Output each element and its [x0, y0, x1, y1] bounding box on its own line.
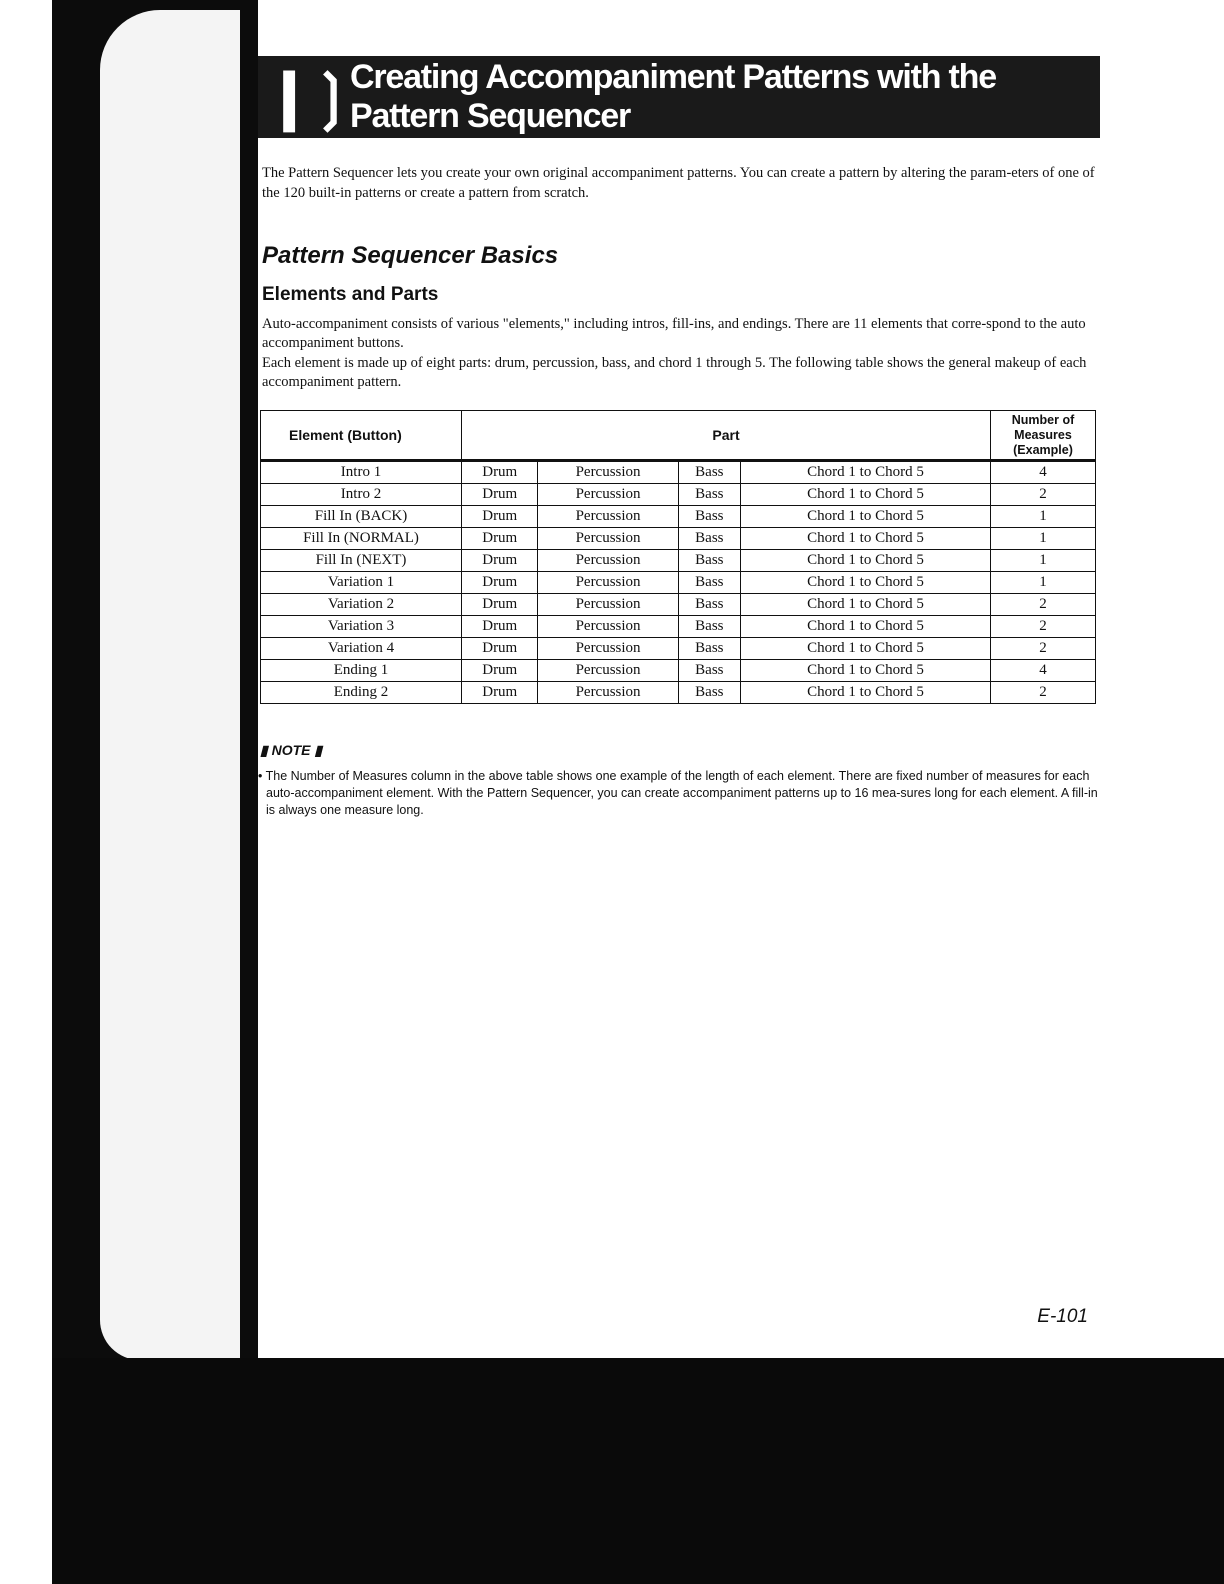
cell-element: Intro 2 — [261, 484, 462, 506]
note-heading-label: NOTE — [271, 742, 311, 758]
column-header-part: Part — [462, 411, 991, 461]
page-title: Creating Accompaniment Patterns with the Pattern Sequencer — [350, 58, 996, 135]
cell-element: Variation 1 — [261, 572, 462, 594]
cell-drum: Drum — [462, 461, 538, 484]
elements-paragraph: Auto-accompaniment consists of various "elements," including intros, fill-ins, and endings. There are 11 elements that corre-spond to the auto accompaniment buttons. — [262, 316, 1086, 351]
cell-bass: Bass — [678, 484, 740, 506]
cell-percussion: Percussion — [538, 484, 678, 506]
table-row — [261, 616, 1096, 638]
cell-bass: Bass — [678, 682, 740, 704]
cell-element: Variation 2 — [261, 594, 462, 616]
cell-percussion: Percussion — [538, 682, 678, 704]
cell-element: Fill In (BACK) — [261, 506, 462, 528]
cell-element: Fill In (NORMAL) — [261, 528, 462, 550]
left-margin — [0, 0, 56, 1584]
cell-measures: 2 — [991, 594, 1096, 616]
title-banner — [258, 56, 1100, 138]
cell-measures: 2 — [991, 638, 1096, 660]
table-row — [261, 682, 1096, 704]
cell-bass: Bass — [678, 506, 740, 528]
cell-measures: 1 — [991, 506, 1096, 528]
cell-drum: Drum — [462, 528, 538, 550]
cell-percussion: Percussion — [538, 506, 678, 528]
column-header-element: Element (Button) — [261, 411, 462, 461]
cell-bass: Bass — [678, 572, 740, 594]
cell-percussion: Percussion — [538, 638, 678, 660]
parts-paragraph: Each element is made up of eight parts: drum, percussion, bass, and chord 1 through 5. The following table shows the general makeup of each accompaniment pattern. — [262, 355, 1087, 390]
cell-measures: 2 — [991, 484, 1096, 506]
cell-element: Variation 3 — [261, 616, 462, 638]
cell-percussion: Percussion — [538, 461, 678, 484]
cell-measures: 1 — [991, 572, 1096, 594]
cell-bass: Bass — [678, 616, 740, 638]
cell-percussion: Percussion — [538, 594, 678, 616]
scan-bottom-shadow — [52, 1358, 1224, 1584]
cell-measures: 1 — [991, 550, 1096, 572]
cell-percussion: Percussion — [538, 616, 678, 638]
table-row — [261, 461, 1096, 484]
cell-drum: Drum — [462, 550, 538, 572]
cell-chord: Chord 1 to Chord 5 — [741, 506, 991, 528]
cell-bass: Bass — [678, 550, 740, 572]
cell-chord: Chord 1 to Chord 5 — [741, 572, 991, 594]
cell-element: Ending 2 — [261, 682, 462, 704]
cell-measures: 1 — [991, 528, 1096, 550]
cell-drum: Drum — [462, 660, 538, 682]
table-row — [261, 506, 1096, 528]
cell-chord: Chord 1 to Chord 5 — [741, 682, 991, 704]
cell-element: Ending 1 — [261, 660, 462, 682]
cell-bass: Bass — [678, 660, 740, 682]
cell-drum: Drum — [462, 572, 538, 594]
cell-bass: Bass — [678, 461, 740, 484]
cell-drum: Drum — [462, 484, 538, 506]
table-row — [261, 528, 1096, 550]
cell-percussion: Percussion — [538, 550, 678, 572]
facing-page-edge — [100, 10, 240, 1360]
cell-measures: 2 — [991, 616, 1096, 638]
cell-bass: Bass — [678, 594, 740, 616]
pattern-table — [260, 410, 1096, 704]
table-row — [261, 572, 1096, 594]
cell-element: Intro 1 — [261, 461, 462, 484]
cell-chord: Chord 1 to Chord 5 — [741, 550, 991, 572]
cell-drum: Drum — [462, 638, 538, 660]
manual-page — [258, 0, 1224, 1358]
cell-chord: Chord 1 to Chord 5 — [741, 638, 991, 660]
table-header-row — [261, 411, 1096, 461]
cell-percussion: Percussion — [538, 528, 678, 550]
section-heading: Pattern Sequencer Basics — [262, 242, 559, 269]
section-marker-icon: ❙❳ — [264, 63, 349, 130]
cell-chord: Chord 1 to Chord 5 — [741, 616, 991, 638]
table-row — [261, 660, 1096, 682]
intro-paragraph: The Pattern Sequencer lets you create your own original accompaniment patterns. You can create a pattern by altering the param-eters of one of the 120 built-in patterns or create a pattern from scratch. — [262, 165, 1095, 201]
cell-measures: 4 — [991, 660, 1096, 682]
table-row — [261, 484, 1096, 506]
cell-chord: Chord 1 to Chord 5 — [741, 461, 991, 484]
cell-chord: Chord 1 to Chord 5 — [741, 594, 991, 616]
cell-element: Variation 4 — [261, 638, 462, 660]
cell-drum: Drum — [462, 682, 538, 704]
subsection-heading: Elements and Parts — [262, 284, 439, 305]
note-text: • The Number of Measures column in the above table shows one example of the length of each element. There are fixed number of measures for each auto-accompaniment element. With the Pattern Sequencer, you can create accompaniment patterns up to 16 mea-sures long for each element. A fill-in is always one measure long. — [258, 769, 1098, 817]
cell-chord: Chord 1 to Chord 5 — [741, 528, 991, 550]
cell-bass: Bass — [678, 528, 740, 550]
cell-percussion: Percussion — [538, 572, 678, 594]
cell-percussion: Percussion — [538, 660, 678, 682]
cell-drum: Drum — [462, 506, 538, 528]
table-row — [261, 638, 1096, 660]
table-row — [261, 594, 1096, 616]
cell-bass: Bass — [678, 638, 740, 660]
cell-chord: Chord 1 to Chord 5 — [741, 660, 991, 682]
cell-drum: Drum — [462, 594, 538, 616]
column-header-measures: Number of Measures (Example) — [991, 411, 1096, 461]
cell-drum: Drum — [462, 616, 538, 638]
table-row — [261, 550, 1096, 572]
page-number: E-101 — [1037, 1306, 1088, 1327]
note-heading: ▮ NOTE ▮ — [260, 742, 323, 758]
cell-element: Fill In (NEXT) — [261, 550, 462, 572]
cell-chord: Chord 1 to Chord 5 — [741, 484, 991, 506]
cell-measures: 4 — [991, 461, 1096, 484]
cell-measures: 2 — [991, 682, 1096, 704]
